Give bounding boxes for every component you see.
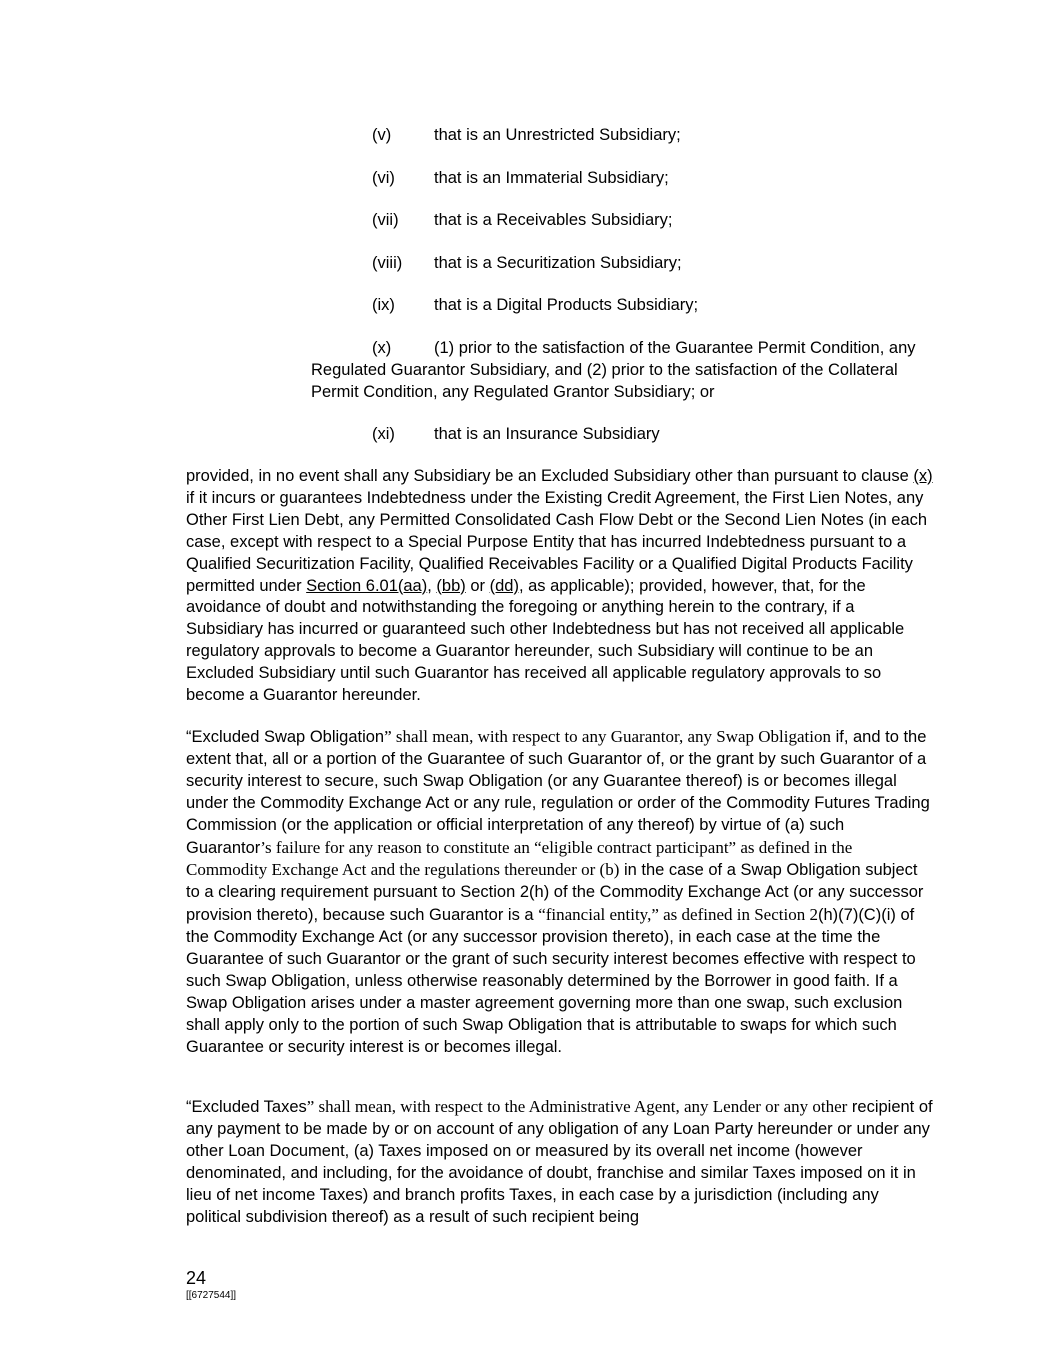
item-number: (xi) (372, 425, 395, 443)
item-text: that is a Receivables Subsidiary; (434, 211, 673, 229)
section-reference: Section 6.01(aa) (306, 576, 428, 595)
item-text: that is an Insurance Subsidiary (434, 425, 660, 443)
clause-reference: (bb) (436, 576, 466, 595)
defined-term: “Excluded Taxes (186, 1098, 307, 1116)
list-item-v (372, 124, 681, 146)
definition-text: ’s failure for any reason to constitute an “eligible contract participant” as defined in the Commodity Exchange Act and the regulations thereunder or (b) (186, 837, 853, 880)
clause-reference: (dd) (489, 576, 519, 595)
definition-text: ” shall mean, with respect to any Guarantor, any Swap Obligation (384, 727, 831, 746)
item-text: that is a Securitization Subsidiary; (434, 254, 682, 272)
item-text: that is an Unrestricted Subsidiary; (434, 126, 681, 144)
item-number: (x) (372, 339, 392, 357)
item-number: (viii) (372, 254, 403, 272)
definition-text: ” shall mean, with respect to the Administrative Agent, any Lender or any other (306, 1097, 848, 1116)
list-item-x-continuation: Permit Condition, any Regulated Grantor Subsidiary; or (311, 383, 715, 401)
clause-reference: (x) (913, 467, 933, 485)
proviso-text: if it incurs or guarantees Indebtedness under the Existing Credit Agreement, the First Lien Notes, any Other First Lien Debt, any Permitted Consolidated Cash Flow Debt or the Second Lien Notes (in each case, except with respect to a Special Purpose Entity that has incurred Indebtedness pursuant to a Qualified Securitization Facility, Qualified Receivables Facility or a Qualified Digital Products Facility permitted under (186, 488, 928, 595)
proviso-text: or (465, 576, 490, 595)
definition-text: in the case of a Swap Obligation subject to a clearing requirement pursuant to Section 2(h) of the Commodity Exchange Act (or any successor provision thereto), because such Guarantor is a (186, 861, 924, 925)
definition-text: recipient of any payment to be made by or on account of any obligation of any Loan Party hereunder or under any other Loan Document, (a) Taxes imposed on or measured by its overall net income (however denominated, and including, for the avoidance of doubt, franchise and similar Taxes imposed on it in lieu of net income Taxes) and branch profits Taxes, in each case by a jurisdiction (including any political subdivision thereof) as a result of such recipient being (186, 1098, 933, 1226)
list-item-ix (372, 294, 698, 316)
list-item-vii (372, 209, 672, 231)
excluded-swap-obligation-definition (186, 726, 934, 1059)
item-text: (1) prior to the satisfaction of the Guarantee Permit Condition, any (434, 339, 916, 357)
proviso-text: , as applicable); provided, however, that, for the avoidance of doubt and notwithstanding the foregoing or anything herein to the contrary, if a Subsidiary has incurred or guaranteed such other Indebtedness but has not received all applicable regulatory approvals to become a Guarantor hereunder, such Subsidiary will continue to be an Excluded Subsidiary until such Guarantor has received all applicable regulatory approvals to so become a Guarantor hereunder. (186, 576, 905, 705)
list-item-xi (372, 423, 660, 445)
item-text: that is a Digital Products Subsidiary; (434, 296, 699, 314)
list-item-viii (372, 252, 682, 274)
page-number: 24 (186, 1268, 207, 1288)
document-id: [[6727544]] (186, 1290, 237, 1301)
item-number: (vi) (372, 169, 395, 187)
item-number: (v) (372, 126, 392, 144)
defined-term: “Excluded Swap Obligation (186, 728, 385, 746)
definition-text: (h)(7)(C)(i) of the Commodity Exchange Act (or any successor provision thereto), in each case at the time the Guarantee of such Guarantor or the grant of such security interest becomes effective with respect to such Swap Obligation, unless otherwise reasonably determined by the Borrower in good faith. If a Swap Obligation arises under a master agreement governing more than one swap, such exclusion shall apply only to the portion of such Swap Obligation that is attributable to swaps for which such Guarantee or security interest is or becomes illegal. (186, 906, 916, 1056)
item-number: (ix) (372, 296, 395, 314)
list-item-vi (372, 167, 669, 189)
proviso-text: , (427, 576, 437, 595)
proviso-text: provided, in no event shall any Subsidiary be an Excluded Subsidiary other than pursuant to clause (186, 467, 914, 485)
definition-text: if, and to the extent that, all or a portion of the Guarantee of such Guarantor of, or the grant by such Guarantor of a security interest to secure, such Swap Obligation (or any Guarantee thereof) is or becomes illegal under the Commodity Exchange Act or any rule, regulation or order of the Commodity Futures Trading Commission (or the application or official interpretation of any thereof) by virtue of (a) such Guarantor (186, 728, 930, 857)
item-number: (vii) (372, 211, 399, 229)
item-text: that is an Immaterial Subsidiary; (434, 169, 669, 187)
list-item-x-continuation: Regulated Guarantor Subsidiary, and (2) prior to the satisfaction of the Collateral (311, 361, 898, 379)
excluded-taxes-definition (186, 1096, 934, 1228)
proviso-paragraph (186, 466, 934, 707)
definition-text: “financial entity,” as defined in Section 2 (538, 905, 818, 925)
list-item-x (372, 337, 916, 359)
